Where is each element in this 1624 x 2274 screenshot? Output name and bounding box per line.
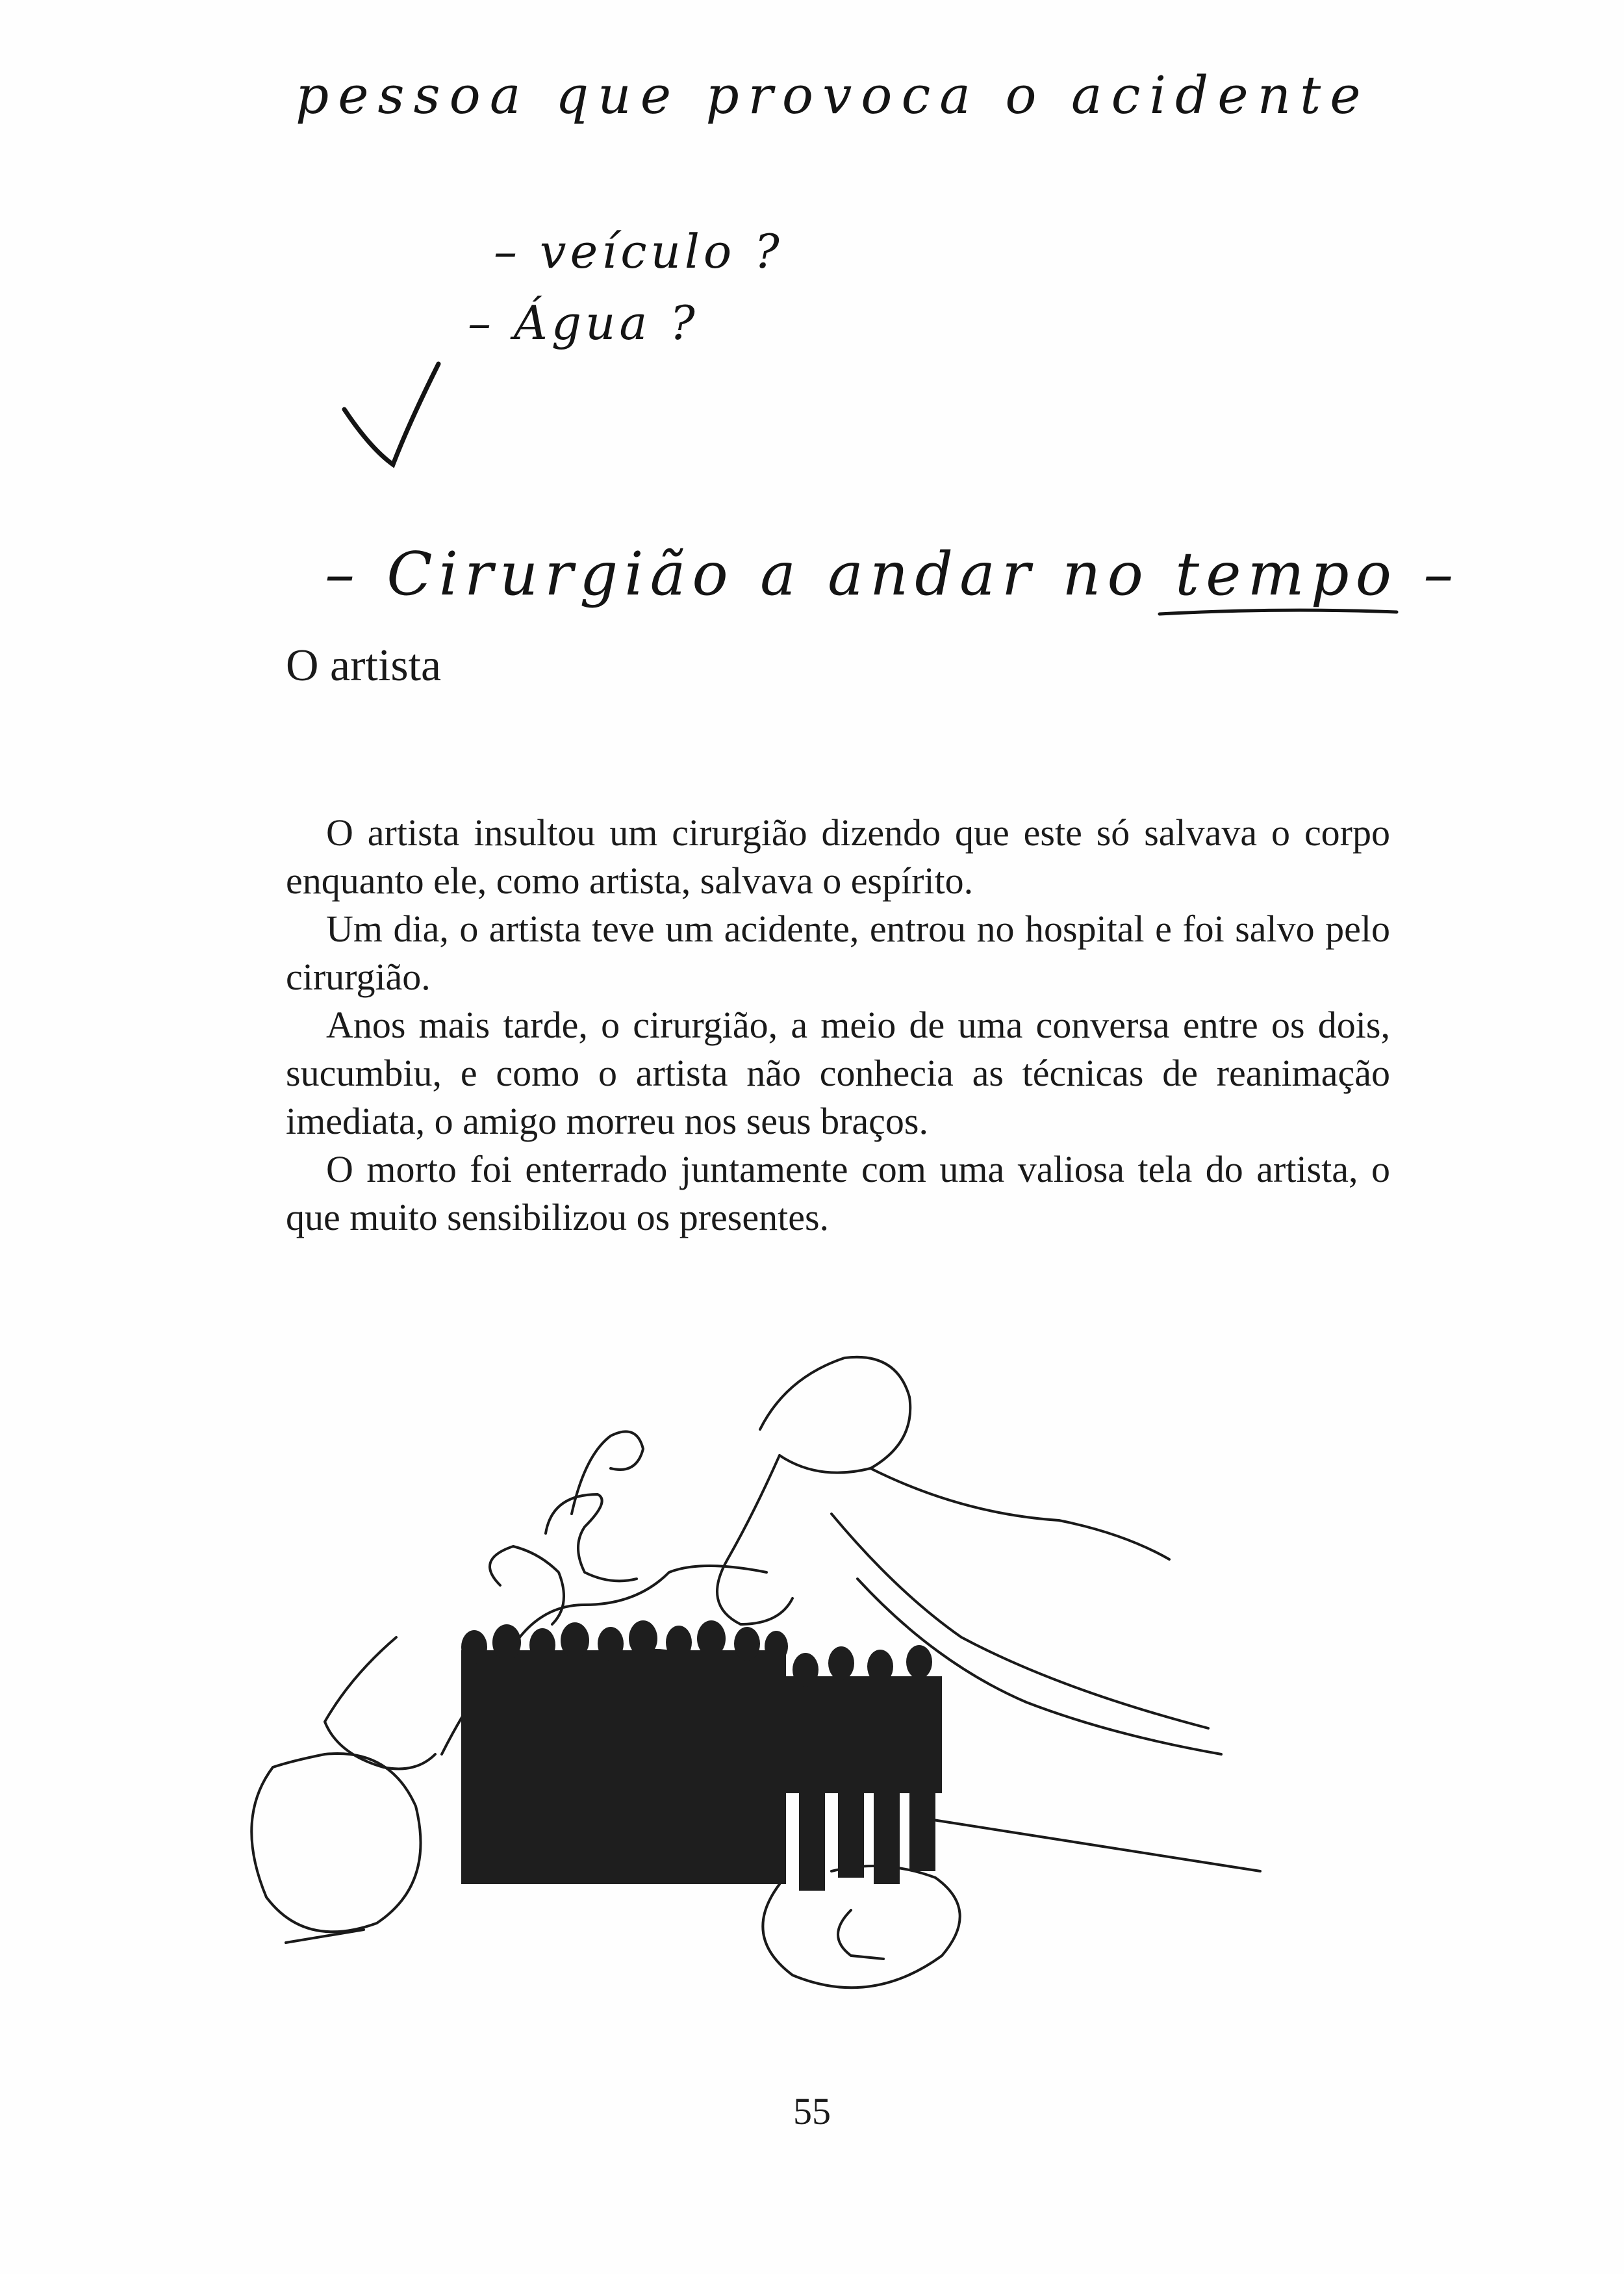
sketch-wheel-left: [251, 1754, 420, 1932]
paragraph-4: O morto foi enterrado juntamente com uma valiosa tela do artista, o que muito sensibilizou os presentes.: [286, 1148, 1390, 1238]
sketch-shoulder: [870, 1468, 1169, 1559]
annotation-line-1: pessoa que provoca o acidente: [296, 65, 1370, 125]
story-text: [286, 809, 1390, 1242]
sketch-arm: [325, 1637, 435, 1769]
sketch-stroke: [838, 1910, 883, 1959]
annotation-underline: [1156, 604, 1403, 624]
paragraph-2: Um dia, o artista teve um acidente, entrou no hospital e foi salvo pelo cirurgião.: [286, 908, 1390, 998]
page-number: 55: [793, 2090, 831, 2132]
crowd-silhouette: [461, 1620, 942, 1891]
annotation-agua: – Água ?: [468, 296, 699, 350]
sketch-face: [546, 1494, 637, 1581]
sketch-head-left: [572, 1431, 643, 1514]
crowd-block: [461, 1650, 786, 1884]
paragraph-1: O artista insultou um cirurgião dizendo que este só salvava o corpo enquanto ele, como artista, salvava o espírito.: [286, 811, 1390, 902]
sketch-illustration: [247, 1299, 1286, 2014]
annotation-cirurgiao: – Cirurgião a andar no tempo –: [325, 539, 1460, 609]
sketch-neck: [717, 1455, 793, 1624]
sketch-wheel-right: [763, 1866, 959, 1987]
handwritten-annotations: [0, 0, 1624, 650]
annotation-veiculo: – veículo ?: [494, 224, 783, 279]
page-title: O artista: [286, 641, 442, 691]
sketch-ground-line: [929, 1819, 1260, 1871]
checkmark-icon: [325, 351, 455, 481]
sketch-head-right: [760, 1357, 910, 1473]
sketch-hand: [490, 1546, 564, 1624]
paragraph-3: Anos mais tarde, o cirurgião, a meio de uma conversa entre os dois, sucumbiu, e como o artista não conhecia as técnicas de reanimação imediata, o amigo morreu nos seus braços.: [286, 1004, 1390, 1142]
